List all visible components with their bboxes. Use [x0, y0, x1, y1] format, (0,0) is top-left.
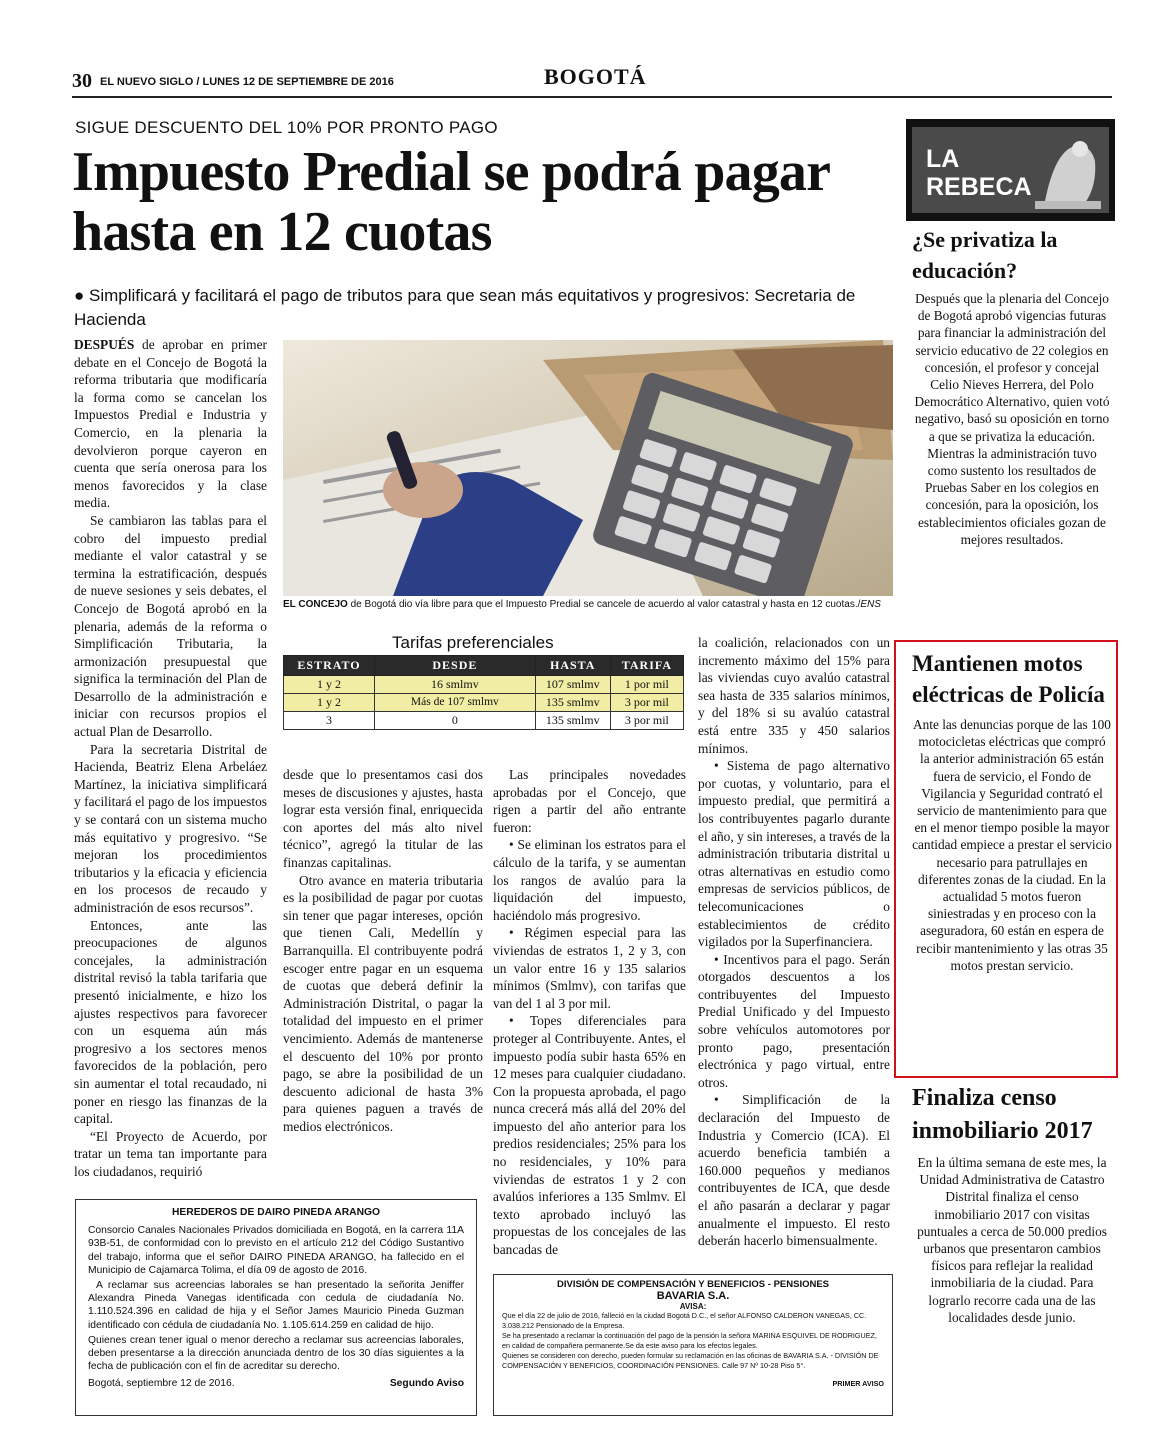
paragraph: Entonces, ante las preocupaciones de algunos concejales, la administración distrital revisó la tabla tarifaria que presentó inicialmente, e hizo los ajustes respectivos para favorecer con un esquema aún más progresivo a los sectores menos favorecidos de la población, pero sin aumentar el total recaudado, ni poner en riesgo las finanzas de la capital.	[74, 917, 267, 1127]
sidebar-headline: Finaliza censo inmobiliario 2017	[912, 1085, 1093, 1144]
list-item: • Simplificación de la declaración del Impuesto de Industria y Comercio (ICA). El acuerdo beneficia también a 160.000 pequeños y medianos contribuyentes de ICA, que desde el año pasarán a declarar y pagar anualmente el impuesto. El resto deberán hacerlo bimensualmente.	[698, 1092, 890, 1249]
sidebar-body: Después que la plenaria del Concejo de Bogotá aprobó vigencias futuras para financiar la administración del servicio educativo de 22 colegios en concesión, el profesor y concejal Celio Nieves Herrera, del Polo Democrático Alternativo, quien votó negativo, basó su oposición en torno a que se privatiza la educación. Mientras la administración tuvo como sustento los resultados de Pruebas Saber en los colegios en concesión, para la oposición, los establecimientos oficiales gozan de mejores resultados.	[914, 291, 1110, 547]
calculator-money-photo	[283, 340, 893, 596]
paragraph: Otro avance en materia tributaria es la posibilidad de pagar por cuotas sin tener que pagar intereses, opción que tienen Cali, Medellín y Barranquilla. El contribuyente podrá escoger entre pagar en un esquema de cuotas que deberá definir la Administración Distrital, o pagar la totalidad del impuesto en el primer vencimiento. Además de mantenerse el descuento del 10% por pronto pago, se abre la posibilidad de un descuento adicional de hasta 3% para quienes paguen a través de medios electrónicos.	[283, 872, 483, 1134]
photo-caption: EL CONCEJO de Bogotá dio vía libre para que el Impuesto Predial se cancele de acuerdo al valor catastral y hasta en 12 cuotas./ENS	[283, 599, 881, 610]
notice-paragraph: Consorcio Canales Nacionales Privados domiciliada en Bogotá, en la carrera 11A 93B-51, de conformidad con lo previsto en el artículo 212 del Código Sustantivo del trabajo, informa que el señor DAIRO PINEDA ARANGO, ha fallecido en el Municipio de Cajamarca Tolima, el día 09 de agosto de 2016.	[88, 1225, 464, 1276]
legal-notice-bavaria	[493, 1274, 893, 1416]
table-header: TARIFA	[610, 656, 683, 676]
table-header: HASTA	[535, 656, 610, 676]
bullet-icon: ●	[74, 286, 85, 305]
list-item: • Topes diferenciales para proteger al Contribuyente. Antes, el impuesto podía subir hasta 65% en 12 meses para cualquier ciudadano. Con la propuesta aprobada, el pago nunca crecerá más allá del 20% del impuesto del año anterior para los predios residenciales; 25% para los no residenciales, y 10% para viviendas de estratos 1 y 2 con avalúos inferiores a 135 Smlmv. El texto aprobado incluyó las propuestas de los concejales de las bancadas de	[493, 1013, 686, 1258]
header-rule	[72, 96, 1112, 98]
notice-type: PRIMER AVISO	[832, 1379, 884, 1388]
list-item: • Incentivos para el pago. Serán otorgados descuentos a los contribuyentes del Impuesto Predial Unificado y del Impuesto sobre vehículos automotores por pronto pago, presentación electrónica y pago virtual, entre otros.	[698, 951, 890, 1090]
table-row: 3 0 135 smlmv 3 por mil	[284, 712, 684, 730]
section-title: BOGOTÁ	[544, 64, 647, 89]
article-kicker: SIGUE DESCUENTO DEL 10% POR PRONTO PAGO	[75, 118, 498, 137]
paragraph: desde que lo presentamos casi dos meses de discusiones y ajustes, hasta lograr esta versión final, enriquecida con aportes del más alto nivel técnico”, agregó la titular de las finanzas capitalinas.	[283, 767, 483, 870]
notice-paragraph: A reclamar sus acreencias laborales se han presentado la señorita Jeniffer Alexandra Pineda Vanegas identificada con cedula de ciudadanía No. 1.110.524.396 en calidad de hija y el Señor James Mauricio Pineda Guzman identificado con cédula de ciudadanía No. 1.105.614.259 en calidad de hijo.	[88, 1280, 464, 1331]
list-item: • Se eliminan los estratos para el cálculo de la tarifa, y se aumentan los rangos de avalúo para la liquidación del impuesto, haciéndolo más progresivo.	[493, 837, 686, 923]
paragraph: la coalición, relacionados con un incremento máximo del 15% para las viviendas cuyo avalúo catastral sea hasta de 335 salarios mínimos, y del 18% si su avalúo catastral está entre 335 y 450 salarios mínimos.	[698, 635, 890, 756]
article-photo	[283, 340, 893, 596]
notice-paragraph: Quienes crean tener igual o menor derecho a reclamar sus acreencias laborales, deben presentarse a la dirección anunciada dentro de los 30 días siguientes a la fecha de publicación con el fin de acreditar su derecho.	[88, 1334, 464, 1373]
notice-date: Bogotá, septiembre 12 de 2016.	[88, 1378, 235, 1390]
paragraph: Se cambiaron las tablas para el cobro del impuesto predial mediante el valor catastral y se termina la estratificación, después de nueve sesiones y seis debates, el Concejo de Bogotá aprobó en la plenaria, además de la reforma o Simplificación Tributaria, la armonización presupuestal que significa la terminación del Plan de Desarrollo de la administración e iniciar con recursos propios el actual Plan de Desarrollo.	[74, 512, 267, 740]
legal-notice-herederos	[75, 1199, 477, 1416]
notice-paragraph: Se ha presentado a reclamar la continuación del pago de la pensión la señora MARINA ESQUIVEL DE RODRIGUEZ, en calidad de compañera permanente.Se da este aviso para los efectos legales.	[502, 1331, 877, 1350]
notice-company: BAVARIA S.A.	[656, 1290, 730, 1302]
sidebar-headline: ¿Se privatiza la educación?	[912, 227, 1058, 283]
column-name: LA REBECA	[926, 145, 1032, 201]
notice-type: Segundo Aviso	[389, 1378, 464, 1390]
table-header: ESTRATO	[284, 656, 375, 676]
sidebar-body: En la última semana de este mes, la Unidad Administrativa de Catastro Distrital finaliza el censo inmobiliario 2017 con visitas puntuales a cerca de 50.000 predios urbanos que presentaron cambios físicos para reflejar la realidad inmobiliaria de la ciudad. Para lograrlo recorre cada una de las localidades desde junio.	[917, 1155, 1107, 1325]
notice-title: HEREDEROS DE DAIRO PINEDA ARANGO	[171, 1207, 381, 1218]
publication-dateline: EL NUEVO SIGLO / LUNES 12 DE SEPTIEMBRE DE 2016	[100, 76, 394, 88]
statue-icon	[1025, 131, 1105, 211]
article-headline: Impuesto Predial se podrá pagar hasta en 12 cuotas	[72, 141, 830, 263]
sidebar-item-motos	[912, 648, 1112, 974]
article-column-4	[698, 634, 890, 1250]
article-deck	[74, 284, 864, 332]
notice-paragraph: Que el día 22 de julio de 2016, falleció en la ciudad Bogotá D.C., el señor ALFONSO CALDERON VANEGAS, CC. 3.038.212 Pensionado de la Empresa.	[502, 1311, 867, 1330]
page-number: 30	[72, 70, 92, 92]
paragraph: DESPUÉS de aprobar en primer debate en el Concejo de Bogotá la reforma tributaria que modificaría la forma como se cancelan los Impuestos Predial e Industria y Comercio, en la plenaria la devolvieron porque cayeron en cuenta que sería onerosa para los menos favorecidos y la clase media.	[74, 337, 267, 511]
lead-word: DESPUÉS	[74, 337, 135, 352]
list-item: • Sistema de pago alternativo por cuotas, y voluntario, para el impuesto predial, que permitirá a los contribuyentes pagarlo durante el año, y sin intereses, a través de la administración tributaria distrital u otras alternativas en estudio como empresas de servicios públicos, de telecomunicaciones o establecimientos de crédito vigilados por la Superfinanciera.	[698, 758, 890, 950]
sidebar-headline: Mantienen motos eléctricas de Policía	[912, 651, 1105, 707]
sidebar-item-privatiza	[912, 224, 1112, 548]
table-header-row	[284, 656, 684, 676]
paragraph: “El Proyecto de Acuerdo, por tratar un tema tan importante para los ciudadanos, requirió	[74, 1128, 267, 1179]
la-rebeca-banner	[906, 119, 1115, 221]
paragraph: Para la secretaria Distrital de Hacienda, Beatriz Elena Arbeláez Martínez, la iniciativa simplificará y facilitará el pago de los impuestos y se contará con un sistema mucho más equitativo y progresivo. “Se mejoran los procedimientos tributarios y la eficacia y eficiencia en los procesos de recaudo y administración de esos recursos”.	[74, 741, 267, 915]
table-header: DESDE	[375, 656, 536, 676]
sidebar-item-censo	[912, 1082, 1112, 1326]
table-row: 1 y 2 Más de 107 smlmv 135 smlmv 3 por mil	[284, 694, 684, 712]
paragraph: Las principales novedades aprobadas por el Concejo, que rigen a partir del año entrante fueron:	[493, 767, 686, 835]
notice-label: AVISA:	[679, 1302, 707, 1311]
rates-table	[283, 655, 684, 730]
notice-title: DIVISIÓN DE COMPENSACIÓN Y BENEFICIOS - PENSIONES	[556, 1279, 830, 1290]
article-column-1	[74, 336, 267, 1181]
article-column-3	[493, 766, 686, 1259]
deck-text: Simplificará y facilitará el pago de tributos para que sean más equitativos y progresivos: Secretaria de Hacienda	[74, 286, 856, 329]
sidebar-body: Ante las denuncias porque de las 100 motocicletas eléctricas que compró la anterior administración 65 están fuera de servicio, el Fondo de Vigilancia y Seguridad contrató el servicio de mantenimiento para que en el menor tiempo posible la mayor cantidad empiece a prestar el servicio necesario para patrullajes en diferentes zonas de la ciudad. En la actualidad 5 motos fueron siniestradas y en proceso con la aseguradora, 60 están en espera de recibir mantenimiento y las otras 35 motos prestan servicio.	[912, 717, 1112, 973]
table-row: 1 y 2 16 smlmv 107 smlmv 1 por mil	[284, 676, 684, 694]
table-title: Tarifas preferenciales	[392, 633, 554, 652]
notice-paragraph: Quienes se consideren con derecho, pueden formular su reclamación en las oficinas de BAVARIA S.A. - DIVISIÓN DE COMPENSACIÓN Y BENEFICIOS, COORDINACIÓN PENSIONES. Calle 97 Nº 10-28 Piso 5°.	[502, 1351, 879, 1370]
list-item: • Régimen especial para las viviendas de estratos 1, 2 y 3, con un valor entre 16 y 135 salarios mínimos (Smlmv), con tarifas que van del 1 al 3 por mil.	[493, 925, 686, 1011]
article-column-2	[283, 766, 483, 1135]
